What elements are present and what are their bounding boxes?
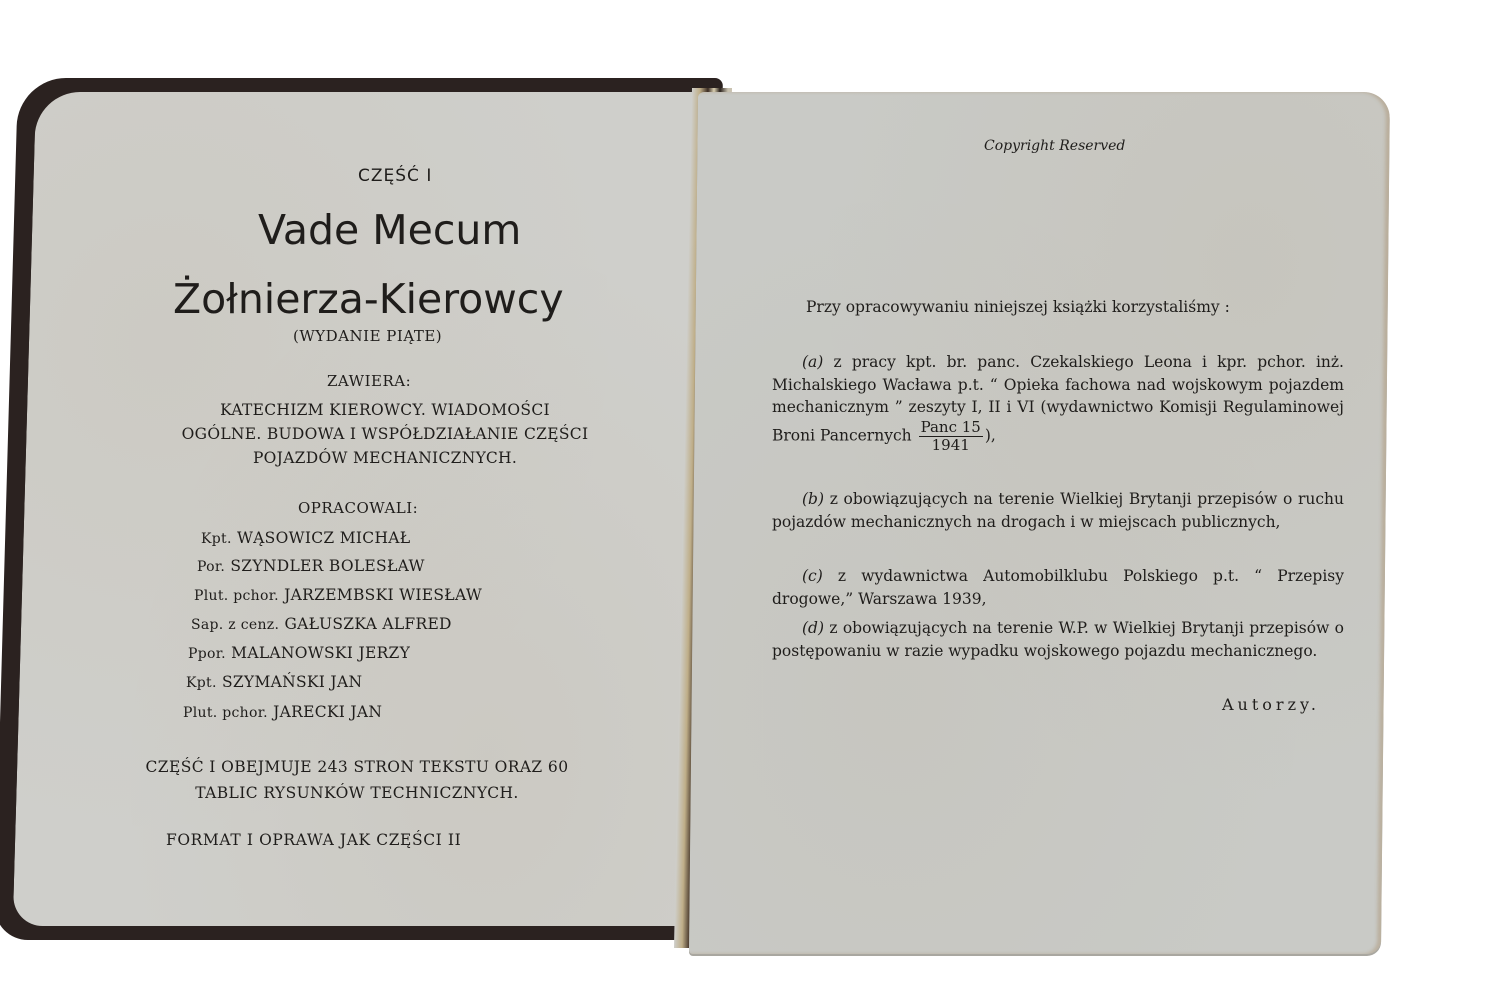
item-tail: ), xyxy=(984,426,996,444)
author-name: WĄSOWICZ MICHAŁ xyxy=(236,529,411,547)
item-text: z obowiązujących na terenie Wielkiej Brytanji przepisów o ruchu pojazdów mechanicznych na drogach i w miejscach publicznych, xyxy=(772,490,1344,531)
item-text: z pracy kpt. br. panc. Czekalskiego Leona i kpr. pchor. inż. Michalskiego Wacława p.t. “ Opieka fachowa nad wojskowym pojazdem mechanicznym ” zeszyty I, II i VI (wydawnictwo Komisji Regulaminowej Broni Pancernych xyxy=(772,353,1344,444)
item-text: z obowiązujących na terenie W.P. w Wielkiej Brytanji przepisów o postępowaniu w razie wypadku wojskowego pojazdu mechanicznego. xyxy=(772,619,1344,660)
authors-signature: Autorzy. xyxy=(1222,695,1320,714)
item-marker: (b) xyxy=(802,490,825,508)
page-count-note: CZĘŚĆ I OBEJMUJE 243 STRON TEKSTU ORAZ 60 TABLIC RYSUNKÓW TECHNICZNYCH. xyxy=(145,758,569,802)
authors-heading: OPRACOWALI: xyxy=(298,499,419,517)
fraction-denominator: 1941 xyxy=(931,435,970,454)
item-marker: (c) xyxy=(802,567,823,585)
author-rank: Kpt. xyxy=(186,675,217,691)
author-rank: Por. xyxy=(197,559,226,575)
fraction-numerator: Panc 15 xyxy=(920,417,981,436)
item-marker: (a) xyxy=(802,353,824,371)
author-entry xyxy=(191,615,452,633)
publication-code-fraction xyxy=(919,419,983,454)
author-entry xyxy=(197,557,425,575)
author-entry xyxy=(183,703,382,721)
author-entry xyxy=(188,644,410,662)
author-name: GAŁUSZKA ALFRED xyxy=(284,615,452,633)
source-item-b xyxy=(772,488,1344,533)
author-rank: Ppor. xyxy=(188,646,226,662)
book-title-line1: Vade Mecum xyxy=(258,206,522,254)
contents-heading: ZAWIERA: xyxy=(327,372,412,390)
source-item-d xyxy=(772,617,1344,662)
sources-intro: Przy opracowywaniu niniejszej książki korzystaliśmy : xyxy=(806,298,1230,316)
author-entry xyxy=(186,673,362,691)
author-name: JARECKI JAN xyxy=(273,703,383,721)
source-item-a xyxy=(772,351,1344,454)
author-rank: Sap. z cenz. xyxy=(191,617,280,633)
part-label: CZĘŚĆ I xyxy=(358,166,433,186)
format-note: FORMAT I OPRAWA JAK CZĘŚCI II xyxy=(166,831,462,849)
author-rank: Kpt. xyxy=(201,531,232,547)
author-name: SZYNDLER BOLESŁAW xyxy=(230,557,425,575)
item-text: z wydawnictwa Automobilklubu Polskiego p.t. “ Przepisy drogowe,” Warszawa 1939, xyxy=(772,567,1344,608)
author-rank: Plut. pchor. xyxy=(183,705,268,721)
author-rank: Plut. pchor. xyxy=(194,588,279,604)
copyright-notice: Copyright Reserved xyxy=(984,138,1126,154)
author-entry xyxy=(194,586,482,604)
source-item-c xyxy=(772,565,1344,610)
edition-label: (WYDANIE PIĄTE) xyxy=(293,327,443,345)
author-name: SZYMAŃSKI JAN xyxy=(221,673,363,691)
book-title-line2: Żołnierza-Kierowcy xyxy=(173,275,564,323)
author-name: MALANOWSKI JERZY xyxy=(231,644,411,662)
author-entry xyxy=(201,529,410,547)
author-name: JARZEMBSKI WIESŁAW xyxy=(284,586,483,604)
contents-text: KATECHIZM KIEROWCY. WIADOMOŚCI OGÓLNE. BUDOWA I WSPÓŁDZIAŁANIE CZĘŚCI POJAZDÓW MECHANICZNYCH. xyxy=(181,401,589,467)
item-marker: (d) xyxy=(802,619,825,637)
